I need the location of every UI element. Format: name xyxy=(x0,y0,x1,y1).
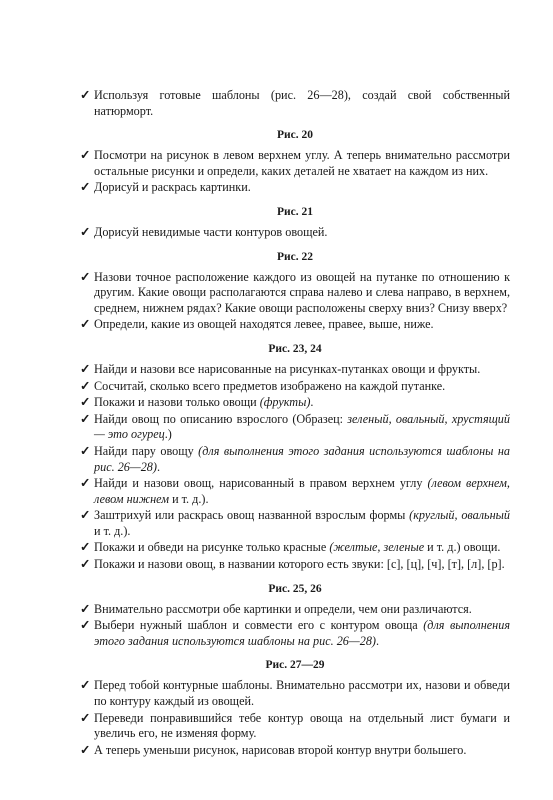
task-item xyxy=(80,557,510,573)
text-segment: Найди и назови все нарисованные на рисунках-путанках овощи и фрукты. xyxy=(94,361,481,376)
task-item xyxy=(80,476,510,507)
task-text xyxy=(94,444,510,475)
italic-segment: (фрукты) xyxy=(259,395,311,410)
text-segment: Дорисуй невидимые части контуров овощей. xyxy=(94,224,328,239)
task-item xyxy=(80,678,510,709)
text-segment: Выбери нужный шаблон и совмести его с контуром овоща xyxy=(94,618,424,633)
task-text xyxy=(94,678,510,709)
checkmark-icon: ✓ xyxy=(80,317,91,332)
task-text xyxy=(94,412,510,443)
text-segment: .) xyxy=(164,427,172,442)
text-segment: Дорисуй и раскрась картинки. xyxy=(94,180,251,195)
italic-segment: (круглый, овальный xyxy=(409,508,510,523)
italic-segment: зеленый, овальный, хрустящий — это огурец xyxy=(94,411,510,442)
task-text xyxy=(94,270,510,317)
task-item xyxy=(80,602,510,618)
checkmark-icon: ✓ xyxy=(80,557,91,572)
task-text xyxy=(94,618,510,649)
text-segment: Перед тобой контурные шаблоны. Внимательно рассмотри их, назови и обведи по контуру каждый из овощей. xyxy=(94,678,510,709)
task-text xyxy=(94,743,510,759)
text-segment: и т. д.) овощи. xyxy=(424,540,501,555)
checkmark-icon: ✓ xyxy=(80,180,91,195)
checkmark-icon: ✓ xyxy=(80,678,91,693)
text-segment: . xyxy=(156,459,161,474)
checkmark-icon: ✓ xyxy=(80,395,91,410)
checkmark-icon: ✓ xyxy=(80,88,91,102)
checkmark-icon: ✓ xyxy=(80,508,91,523)
text-segment: Заштрихуй или раскрась овощ названной взрослым формы xyxy=(94,508,410,523)
text-segment: Найди овощ по описанию взрослого (Образец: xyxy=(94,411,348,426)
checkmark-icon: ✓ xyxy=(80,742,91,757)
task-item xyxy=(80,395,510,411)
text-segment: Назови точное расположение каждого из овощей на путанке по отношению к другим. Какие овощи располагаются справа налево и слева направо, в верхнем, среднем, нижнем рядах? Какие овощи расположены сверху вниз? Снизу вверх? xyxy=(94,269,510,315)
task-item xyxy=(80,88,510,119)
task-item xyxy=(80,412,510,443)
text-segment: Покажи и обведи на рисунке только красные xyxy=(94,540,330,555)
text-segment: Определи, какие из овощей находятся левее, правее, выше, ниже. xyxy=(94,317,434,332)
checkmark-icon: ✓ xyxy=(80,540,91,555)
task-text xyxy=(94,557,510,573)
task-item xyxy=(80,618,510,649)
checkmark-icon: ✓ xyxy=(80,361,91,376)
task-text xyxy=(94,602,510,618)
task-item xyxy=(80,362,510,378)
text-segment: Внимательно рассмотри обе картинки и определи, чем они различаются. xyxy=(94,601,472,616)
task-text xyxy=(94,711,510,742)
text-segment: Используя готовые шаблоны (рис. 26—28), создай свой собственный натюрморт. xyxy=(94,88,510,118)
figure-heading: Рис. 20 xyxy=(276,129,313,142)
task-text xyxy=(94,148,510,179)
task-item xyxy=(80,180,510,196)
figure-heading: Рис. 21 xyxy=(276,205,313,218)
checkmark-icon: ✓ xyxy=(80,443,91,458)
italic-segment: (желтые, зеленые xyxy=(329,540,425,555)
task-item xyxy=(80,270,510,317)
text-segment: Найди и назови овощ, нарисованный в правом верхнем углу xyxy=(94,476,428,491)
text-segment: Покажи и назови овощ, в названии которого есть звуки: [с], [ц], [ч], [т], [л], [р]. xyxy=(94,557,505,572)
task-item xyxy=(80,540,510,556)
figure-heading: Рис. 22 xyxy=(276,250,313,263)
task-text xyxy=(94,362,510,378)
task-item xyxy=(80,317,510,333)
document-page xyxy=(80,88,510,759)
task-text xyxy=(94,476,510,507)
checkmark-icon: ✓ xyxy=(80,601,91,616)
task-text xyxy=(94,88,510,119)
task-item xyxy=(80,711,510,742)
task-item xyxy=(80,225,510,241)
figure-heading: Рис. 27—29 xyxy=(265,659,325,672)
task-text xyxy=(94,395,510,411)
checkmark-icon: ✓ xyxy=(80,378,91,393)
text-segment: Переведи понравившийся тебе контур овоща на отдельный лист бумаги и увеличь его, не изменяя форму. xyxy=(94,710,510,741)
checkmark-icon: ✓ xyxy=(80,618,91,633)
text-segment: и т. д.). xyxy=(94,523,131,538)
task-item xyxy=(80,743,510,759)
checkmark-icon: ✓ xyxy=(80,710,91,725)
task-text xyxy=(94,540,510,556)
task-text xyxy=(94,379,510,395)
checkmark-icon: ✓ xyxy=(80,476,91,491)
task-text xyxy=(94,317,510,333)
text-segment: . xyxy=(375,633,380,648)
text-segment: Посмотри на рисунок в левом верхнем углу. А теперь внимательно рассмотри остальные рисунки и определи, каких деталей не хватает на каждом из них. xyxy=(94,148,510,178)
italic-segment: (для выполнения этого задания используются шаблоны на рис. 26—28) xyxy=(94,443,510,474)
checkmark-icon: ✓ xyxy=(80,148,91,163)
task-item xyxy=(80,444,510,475)
checkmark-icon: ✓ xyxy=(80,269,91,284)
checkmark-icon: ✓ xyxy=(80,411,91,426)
task-item xyxy=(80,379,510,395)
task-item xyxy=(80,148,510,179)
text-segment: Сосчитай, сколько всего предметов изображено на каждой путанке. xyxy=(94,378,446,393)
task-text xyxy=(94,180,510,196)
italic-segment: (левом верхнем, левом нижнем xyxy=(94,476,510,506)
task-text xyxy=(94,225,510,241)
text-segment: Найди пару овощу xyxy=(94,443,199,458)
text-segment: Покажи и назови только овощи xyxy=(94,395,260,410)
text-segment: и т. д.). xyxy=(169,491,209,506)
checkmark-icon: ✓ xyxy=(80,224,91,239)
text-segment: . xyxy=(310,395,314,410)
text-segment: А теперь уменьши рисунок, нарисовав второй контур внутри большего. xyxy=(94,742,467,757)
task-text xyxy=(94,508,510,539)
italic-segment: (для выполнения этого задания используются шаблоны на рис. 26—28) xyxy=(94,618,510,648)
figure-heading: Рис. 23, 24 xyxy=(268,342,322,355)
figure-heading: Рис. 25, 26 xyxy=(268,582,322,595)
task-item xyxy=(80,508,510,539)
